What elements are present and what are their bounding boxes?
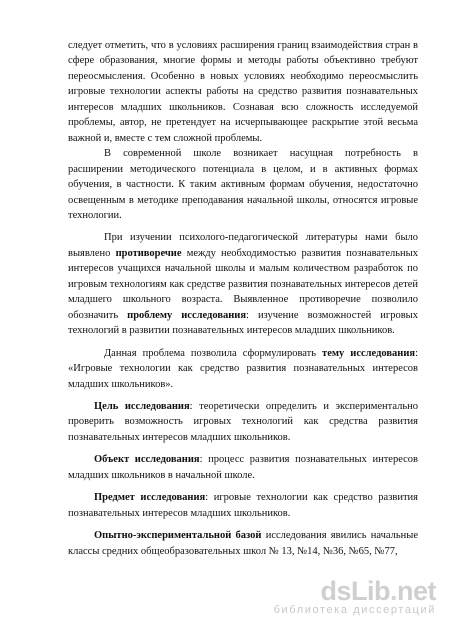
topic-text: : «Игровые технологии как средство развития познавательных интересов младших школьников».: [68, 347, 418, 390]
watermark-logo-tld: net: [397, 576, 436, 606]
watermark-subtitle: библиотека диссертаций: [273, 604, 436, 616]
watermark-logo: [274, 578, 436, 604]
research-problem-text: : изучение возможностей игровых технологий в развитии познавательных интересов младших школьников.: [68, 309, 418, 337]
watermark: [274, 578, 436, 617]
watermark-logo-main: dsLib: [320, 576, 390, 606]
paragraph-contradiction: [68, 230, 418, 338]
paragraph-intro-text: следует отметить, что в условиях расширения границ взаимодействия стран в сфере образования, многие формы и методы работы объективно требуют переосмысления. Особенно в новых условиях необходимо переосмыслить игровые технологии аспекты работы на средство развития познавательных интересов младших школьников. Сознавая всю сложность исследуемой проблемы, автор, не претендует на исчерпывающее раскрытие этой весьма важной и, вместе с тем сложной проблемы.: [68, 40, 418, 144]
object-term: Объект исследования: [94, 454, 200, 466]
base-term: Опытно-экспериментальной базой: [94, 530, 262, 542]
document-body: [68, 38, 418, 559]
goal-term: Цель исследования: [94, 400, 190, 412]
paragraph-modern-school: [68, 146, 418, 223]
topic-lead-text: Данная проблема позволила сформулировать: [104, 347, 323, 359]
topic-term: тему исследования: [322, 347, 416, 359]
paragraph-object: [68, 452, 418, 483]
object-text: : процесс развития познавательных интересов младших школьников в начальной школе.: [68, 454, 418, 481]
paragraph-intro: [68, 38, 418, 146]
subject-term: Предмет исследования: [94, 492, 206, 504]
watermark-logo-dot: .: [389, 576, 397, 606]
paragraph-subject: [68, 490, 418, 521]
goal-text: : теоретически определить и экспериментально проверить возможность игровых технологий как средства развития познавательных интересов младших школьников.: [68, 400, 418, 443]
paragraph-goal: [68, 399, 418, 445]
subject-text: : игровые технологии как средство развития познавательных интересов младших школьников.: [68, 492, 418, 519]
paragraph-topic: [68, 346, 418, 392]
paragraph-base: [68, 528, 418, 559]
contradiction-lead-text: При изучении психолого-педагогической литературы нами было выявлено: [68, 232, 418, 259]
paragraph-modern-school-text: В современной школе возникает насущная потребность в расширении методического потенциала в целом, и в активных формах обучения, в частности. К таким активным формам обучения, недостаточно освещенным в методике преподавания начальной школы, относятся игровые технологии.: [68, 148, 418, 221]
base-text: исследования явились начальные классы средних общеобразовательных школ № 13, №14, №36, №65, №77,: [68, 530, 419, 557]
contradiction-middle-text: между необходимостью развития познавательных интересов учащихся начальной школы и малым количеством разработок по игровым технологиям как средстве развития познавательных интересов детей младшего школьного возраста. Выявленное противоречие позволило обозначить: [68, 247, 418, 321]
research-problem-term: проблему исследования: [127, 309, 247, 321]
contradiction-term: противоречие: [115, 247, 182, 259]
